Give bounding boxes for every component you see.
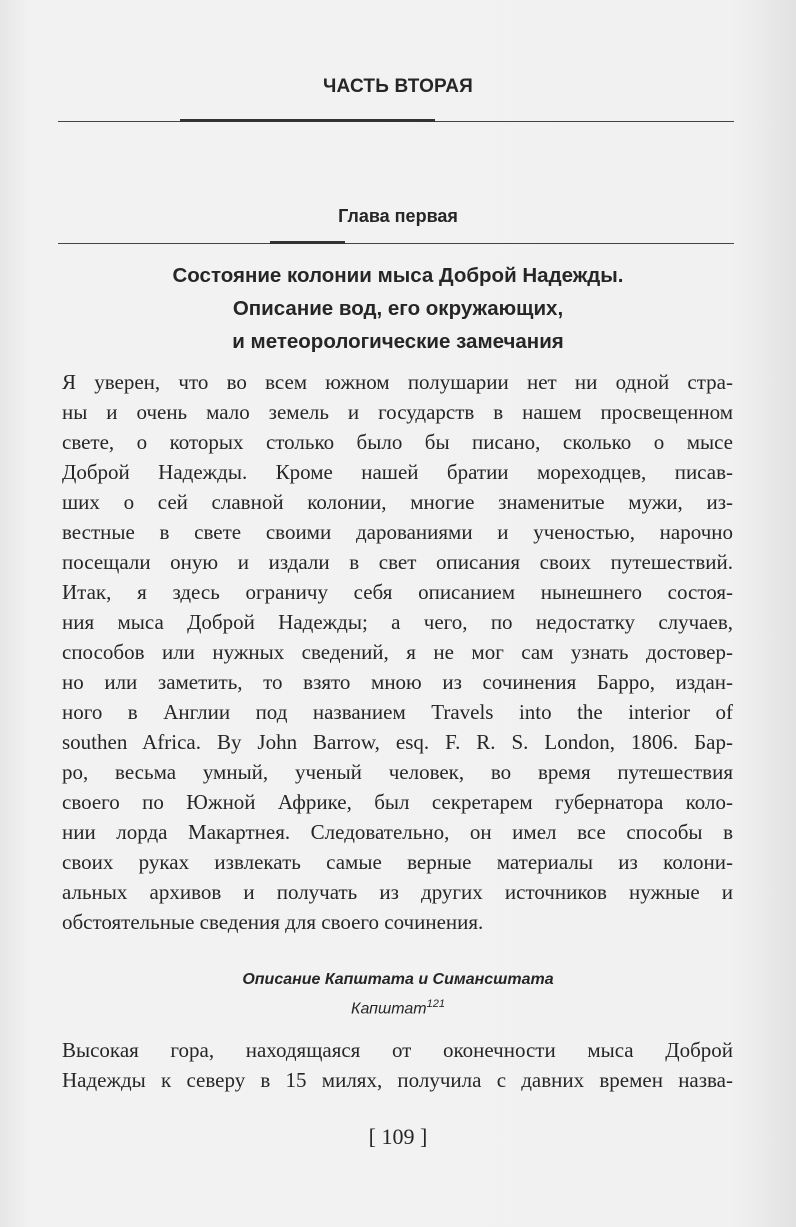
section-heading: Описание Капштата и Симансштата: [242, 971, 554, 988]
header-rule-accent: [180, 119, 435, 122]
page-number: [ 109 ]: [368, 1124, 428, 1149]
text-line: обстоятельные сведения для своего сочинения.: [62, 910, 484, 934]
footnote-reference[interactable]: 121: [426, 998, 445, 1010]
text-line: вестные в свете своими дарованиями и ученостью, нарочно: [62, 520, 733, 544]
text-line: ния мыса Доброй Надежды; а чего, по недостатку случаев,: [62, 610, 733, 634]
chapter-rule-accent: [270, 241, 345, 244]
text-line: но или заметить, то взято мною из сочинения Барро, издан-: [62, 670, 733, 694]
text-line: Итак, я здесь ограничу себя описанием нынешнего состоя-: [62, 580, 733, 604]
title-line: Описание вод, его окружающих,: [232, 297, 564, 320]
text-line: ны и очень мало земель и государств в нашем просвещенном: [62, 400, 733, 424]
chapter-title: [0, 259, 796, 358]
text-line: Надежды к северу в 15 милях, получила с давних времен назва-: [62, 1068, 733, 1092]
text-line: southen Africa. By John Barrow, esq. F. R. S. London, 1806. Бар-: [62, 730, 733, 754]
subsection-text: Капштат: [351, 1000, 427, 1018]
paragraph-1: [62, 367, 733, 937]
text-line: Высокая гора, находящаяся от оконечности мыса Доброй: [62, 1038, 733, 1062]
subsection-heading: [0, 998, 796, 1018]
text-line: своего по Южной Африке, был секретарем губернатора коло-: [62, 790, 733, 814]
text-line: ро, весьма умный, ученый человек, во время путешествия: [62, 760, 733, 784]
text-line: свете, о которых столько было бы писано, сколько о мысе: [62, 430, 733, 454]
chapter-heading: Глава первая: [338, 206, 458, 226]
text-line: посещали оную и издали в свет описания своих путешествий.: [62, 550, 733, 574]
text-line: Я уверен, что во всем южном полушарии нет ни одной стра-: [62, 370, 733, 394]
text-line: способов или нужных сведений, я не мог сам узнать достовер-: [62, 640, 733, 664]
title-line: и метеорологические замечания: [232, 330, 564, 353]
text-line: Доброй Надежды. Кроме нашей братии мореходцев, писав-: [62, 460, 733, 484]
title-line: Состояние колонии мыса Доброй Надежды.: [172, 264, 624, 287]
text-line: ших о сей славной колонии, многие знаменитые мужи, из-: [62, 490, 733, 514]
paragraph-2: [62, 1035, 733, 1095]
chapter-rule: [58, 243, 734, 244]
text-line: ного в Англии под названием Travels into the interior of: [62, 700, 733, 724]
text-line: своих руках извлекать самые верные материалы из колони-: [62, 850, 733, 874]
running-header: ЧАСТЬ ВТОРАЯ: [322, 76, 474, 97]
text-line: нии лорда Макартнея. Следовательно, он имел все способы в: [62, 820, 733, 844]
text-line: альных архивов и получать из других источников нужные и: [62, 880, 733, 904]
